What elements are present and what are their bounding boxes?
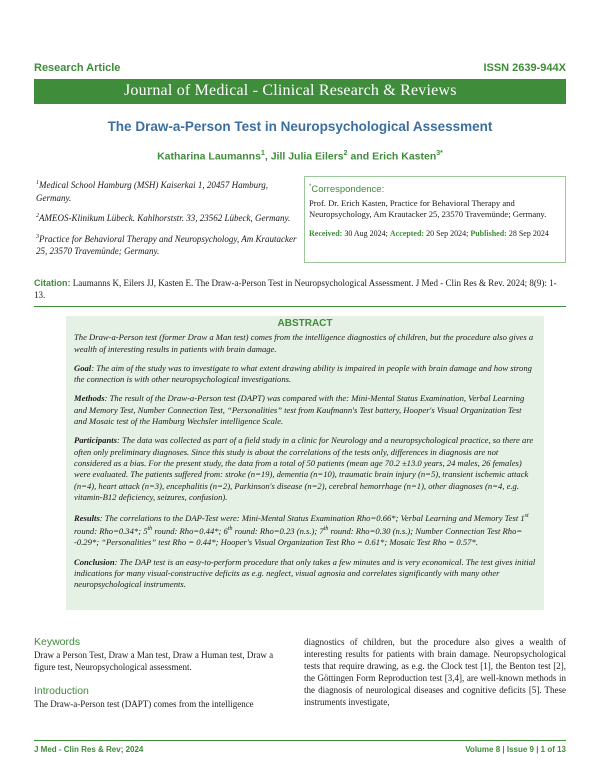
footer-journal: J Med - Clin Res & Rev; 2024 (34, 745, 144, 754)
author: Jill Julia Eilers (270, 150, 344, 163)
left-column (34, 636, 296, 722)
keywords-heading: Keywords (34, 636, 81, 648)
journal-name: Journal of Medical - Clinical Research & Reviews (124, 82, 457, 99)
affiliation: $^2$AMEOS-Klinikum Lübeck. Kahlhorststr. 33, 23562 Lübeck, Germany. (36, 213, 291, 223)
abstract-box (66, 316, 544, 610)
citation-label: Citation: (34, 278, 71, 288)
abstract-methods: Methods: The result of the Draw-a-Person test (DAPT) was compared with the: Mini-Mental Status Examination, Verbal Learning and Memory Test, Number Connection Test, “Personalities” test from Kaufmann's Test battery, Hooper's Visual Organization Test and Mosaic test of the Hamburg Wechsler intelligence Scale. (74, 393, 525, 427)
correspondence-box (304, 176, 566, 263)
publication-dates: Received: 30 Aug 2024; Accepted: 20 Sep 2024; Published: 28 Sep 2024 (309, 228, 549, 238)
citation-text: Laumanns K, Eilers JJ, Kasten E. The Draw-a-Person Test in Neuropsychological Assessment. J Med - Clin Res & Rev. 2024; 8(9): 1-13. (34, 278, 557, 300)
journal-banner (34, 79, 566, 104)
abstract-heading: ABSTRACT (277, 318, 333, 329)
author-sup: 1 (260, 150, 265, 157)
author-sup: 3* (436, 150, 443, 157)
paper-title: The Draw-a-Person Test in Neuropsychological Assessment (107, 119, 493, 134)
introduction-heading: Introduction (34, 685, 89, 697)
correspondence-text: Prof. Dr. Erich Kasten, Practice for Behavioral Therapy and Neuropsychology, Am Krautacker 25, 23570 Travemünde; Germany. (309, 197, 547, 220)
abstract-conclusion: Conclusion: The DAP test is an easy-to-perform procedure that only takes a few minutes and is very economical. The test gives initial indications for many visual-constructive deficits as e.g. neglect, visual agnosia and correlates significantly with many other neuropsychological instruments. (74, 556, 536, 590)
author: Erich Kasten (372, 150, 437, 163)
affiliations (36, 177, 298, 264)
issn: ISSN 2639-944X (483, 62, 566, 74)
affiliation: $^1$Medical School Hamburg (MSH) Kaiserkai 1, 20457 Hamburg, Germany. (36, 180, 269, 203)
right-column (304, 636, 566, 708)
author: Katharina Laumanns (157, 150, 261, 163)
introduction-text-left: The Draw-a-Person test (DAPT) comes from the intelligence (34, 699, 254, 709)
author-list: Katharina Laumanns$^1$, Jill Julia Eilers$^2$ and Erich Kasten$^{3*}$ (157, 150, 443, 163)
top-line (34, 62, 566, 74)
keywords-text: Draw a Person Test, Draw a Man test, Draw a Human test, Draw a figure test, Neuropsychological assessment. (34, 650, 274, 672)
footer-page: Volume 8 | Issue 9 | 1 of 13 (465, 745, 566, 754)
affiliation: $^3$Practice for Behavioral Therapy and Neuropsychology, Am Krautacker 25, 23570 Travemünde; Germany. (36, 233, 297, 256)
correspondence-heading: *Correspondence: (309, 184, 385, 196)
divider (34, 306, 566, 307)
abstract-goal: Goal: The aim of the study was to investigate to what extent drawing ability is impaired in people with brain damage and how strong the connection is with other neuropsychological investigations. (74, 362, 532, 385)
abstract-participants: Participants: The data was collected as part of a field study in a clinic for Neurology and a neuropsychological practice, so there are often only preliminary diagnoses. Since this study is about the correlations of the tests only, differences in diagnosis are not considered as a bias. For the present study, the data from a total of 50 patients (mean age 70.2 ±13.0 years, 24 males, 26 females) were evaluated. The patients suffered from: stroke (n=19), dementia (n=10), traumatic brain injury (n=5), transient ischemic attack (n=4), heart attack (n=3), encephalitis (n=2), Parkinson's disease (n=2), cerebral hemorrhage (n=1), other diagnoses (n=4, e.g. vitamin-B12 deficiency, seizures, confusion). (74, 435, 534, 502)
author-sup: 2 (343, 150, 348, 157)
abstract-results: Results: The correlations to the DAP-Test were: Mini-Mental Status Examination Rho=0.66*; Verbal Learning and Memory Test 1st round: Rho=0.34*; 5th round: Rho=0.44*; 6th round: Rho=0.23 (n.s.); 7th round: Rho=0.30 (n.s.); Number Connection Test Rho= -0.29*; “Personalities” test Rho = 0.44*; Hooper's Visual Organization Test Rho = 0.61*; Mosaic Test Rho = 0.57*. (74, 513, 529, 548)
article-type: Research Article (34, 62, 121, 74)
introduction-text-right: diagnostics of children, but the procedure also gives a wealth of interesting results for patients with brain damage. Neuropsychological tests that require drawing, as e.g. the Clock test [1], the Benton test [2], the Göttingen Form Reproduction test [3,4], are well-known methods in the diagnosis of neurological diseases and cognitive deficits [5]. These instruments investigate, (304, 637, 566, 707)
page-footer (34, 740, 566, 754)
citation (34, 277, 564, 301)
abstract-intro: The Draw-a-Person test (former Draw a Man test) comes from the intelligence diagnostics of children, but the procedure also gives a wealth of interesting results in patients with brain damage. (74, 332, 534, 354)
